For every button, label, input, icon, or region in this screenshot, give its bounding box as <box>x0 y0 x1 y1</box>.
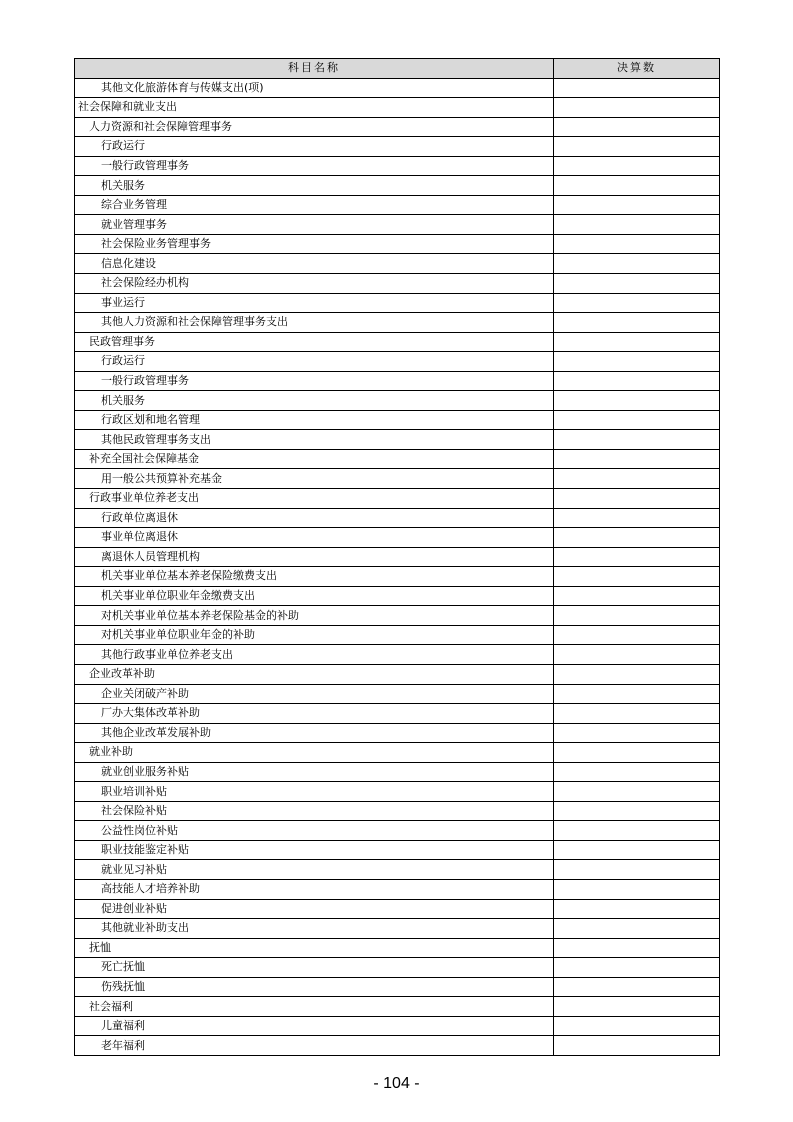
table-row <box>75 645 720 665</box>
row-item-name: 老年福利 <box>75 1036 554 1056</box>
row-amount <box>554 625 720 645</box>
row-amount <box>554 606 720 626</box>
row-amount <box>554 586 720 606</box>
row-item-name: 事业单位离退休 <box>75 528 554 548</box>
table-row <box>75 430 720 450</box>
row-amount <box>554 899 720 919</box>
row-amount <box>554 489 720 509</box>
row-amount <box>554 664 720 684</box>
row-amount <box>554 684 720 704</box>
table-row <box>75 117 720 137</box>
row-item-name: 行政区划和地名管理 <box>75 410 554 430</box>
table-row <box>75 313 720 333</box>
table-row <box>75 391 720 411</box>
row-item-name: 企业改革补助 <box>75 664 554 684</box>
row-item-name: 行政运行 <box>75 352 554 372</box>
table-row <box>75 762 720 782</box>
table-header-row <box>75 59 720 79</box>
row-item-name: 就业创业服务补贴 <box>75 762 554 782</box>
header-item-name: 科目名称 <box>75 59 554 79</box>
table-row <box>75 919 720 939</box>
table-row <box>75 840 720 860</box>
table-row <box>75 215 720 235</box>
row-amount <box>554 1016 720 1036</box>
row-amount <box>554 293 720 313</box>
row-item-name: 对机关事业单位职业年金的补助 <box>75 625 554 645</box>
row-amount <box>554 430 720 450</box>
table-row <box>75 137 720 157</box>
table-row <box>75 997 720 1017</box>
row-amount <box>554 567 720 587</box>
table-row <box>75 1036 720 1056</box>
row-item-name: 社会保障和就业支出 <box>75 98 554 118</box>
row-amount <box>554 176 720 196</box>
row-amount <box>554 723 720 743</box>
row-amount <box>554 821 720 841</box>
budget-table <box>74 58 720 1056</box>
page-number: - 104 - <box>373 1075 420 1092</box>
row-item-name: 对机关事业单位基本养老保险基金的补助 <box>75 606 554 626</box>
table-row <box>75 274 720 294</box>
table-row <box>75 547 720 567</box>
row-item-name: 离退休人员管理机构 <box>75 547 554 567</box>
row-amount <box>554 919 720 939</box>
row-amount <box>554 352 720 372</box>
table-row <box>75 606 720 626</box>
table-row <box>75 508 720 528</box>
row-amount <box>554 371 720 391</box>
table-row <box>75 78 720 98</box>
row-amount <box>554 469 720 489</box>
table-row <box>75 1016 720 1036</box>
row-item-name: 事业运行 <box>75 293 554 313</box>
row-item-name: 一般行政管理事务 <box>75 371 554 391</box>
row-amount <box>554 782 720 802</box>
row-item-name: 机关服务 <box>75 176 554 196</box>
table-row <box>75 489 720 509</box>
row-amount <box>554 98 720 118</box>
table-row <box>75 410 720 430</box>
row-item-name: 儿童福利 <box>75 1016 554 1036</box>
row-amount <box>554 234 720 254</box>
row-item-name: 机关事业单位基本养老保险缴费支出 <box>75 567 554 587</box>
table-row <box>75 743 720 763</box>
row-item-name: 促进创业补贴 <box>75 899 554 919</box>
row-amount <box>554 840 720 860</box>
table-row <box>75 567 720 587</box>
row-amount <box>554 137 720 157</box>
table-row <box>75 704 720 724</box>
table-row <box>75 254 720 274</box>
row-item-name: 高技能人才培养补助 <box>75 879 554 899</box>
row-amount <box>554 528 720 548</box>
row-item-name: 就业补助 <box>75 743 554 763</box>
row-amount <box>554 938 720 958</box>
row-amount <box>554 977 720 997</box>
row-amount <box>554 762 720 782</box>
table-row <box>75 156 720 176</box>
row-amount <box>554 156 720 176</box>
row-item-name: 其他文化旅游体育与传媒支出(项) <box>75 78 554 98</box>
row-amount <box>554 215 720 235</box>
header-amount: 决算数 <box>554 59 720 79</box>
row-amount <box>554 274 720 294</box>
row-amount <box>554 195 720 215</box>
table-row <box>75 821 720 841</box>
row-amount <box>554 801 720 821</box>
row-item-name: 社会保险经办机构 <box>75 274 554 294</box>
row-item-name: 职业培训补贴 <box>75 782 554 802</box>
row-item-name: 用一般公共预算补充基金 <box>75 469 554 489</box>
row-amount <box>554 117 720 137</box>
row-item-name: 信息化建设 <box>75 254 554 274</box>
table-row <box>75 801 720 821</box>
row-amount <box>554 645 720 665</box>
row-item-name: 其他企业改革发展补助 <box>75 723 554 743</box>
table-row <box>75 664 720 684</box>
row-item-name: 行政事业单位养老支出 <box>75 489 554 509</box>
row-item-name: 社会保险业务管理事务 <box>75 234 554 254</box>
row-item-name: 民政管理事务 <box>75 332 554 352</box>
table-row <box>75 625 720 645</box>
table-row <box>75 176 720 196</box>
table-row <box>75 234 720 254</box>
table-row <box>75 528 720 548</box>
table-row <box>75 195 720 215</box>
row-amount <box>554 313 720 333</box>
row-item-name: 抚恤 <box>75 938 554 958</box>
row-amount <box>554 254 720 274</box>
table-row <box>75 860 720 880</box>
table-row <box>75 879 720 899</box>
row-item-name: 行政运行 <box>75 137 554 157</box>
row-amount <box>554 547 720 567</box>
row-item-name: 人力资源和社会保障管理事务 <box>75 117 554 137</box>
table-row <box>75 293 720 313</box>
row-item-name: 综合业务管理 <box>75 195 554 215</box>
table-row <box>75 469 720 489</box>
row-amount <box>554 391 720 411</box>
table-row <box>75 98 720 118</box>
row-item-name: 公益性岗位补贴 <box>75 821 554 841</box>
table-row <box>75 371 720 391</box>
row-amount <box>554 508 720 528</box>
table-row <box>75 352 720 372</box>
row-item-name: 伤残抚恤 <box>75 977 554 997</box>
row-amount <box>554 78 720 98</box>
row-item-name: 补充全国社会保障基金 <box>75 449 554 469</box>
row-amount <box>554 997 720 1017</box>
table-row <box>75 977 720 997</box>
row-amount <box>554 860 720 880</box>
table-body <box>75 78 720 1055</box>
row-amount <box>554 704 720 724</box>
row-item-name: 就业管理事务 <box>75 215 554 235</box>
row-amount <box>554 449 720 469</box>
table-row <box>75 586 720 606</box>
table-row <box>75 899 720 919</box>
table-row <box>75 958 720 978</box>
row-item-name: 企业关闭破产补助 <box>75 684 554 704</box>
table-row <box>75 684 720 704</box>
table-row <box>75 782 720 802</box>
row-amount <box>554 332 720 352</box>
row-amount <box>554 410 720 430</box>
row-item-name: 其他民政管理事务支出 <box>75 430 554 450</box>
row-item-name: 其他就业补助支出 <box>75 919 554 939</box>
row-item-name: 职业技能鉴定补贴 <box>75 840 554 860</box>
table-row <box>75 449 720 469</box>
row-item-name: 其他行政事业单位养老支出 <box>75 645 554 665</box>
table-row <box>75 332 720 352</box>
row-item-name: 社会福利 <box>75 997 554 1017</box>
row-item-name: 就业见习补贴 <box>75 860 554 880</box>
row-item-name: 机关服务 <box>75 391 554 411</box>
table-row <box>75 723 720 743</box>
row-item-name: 死亡抚恤 <box>75 958 554 978</box>
row-item-name: 社会保险补贴 <box>75 801 554 821</box>
row-amount <box>554 879 720 899</box>
row-amount <box>554 1036 720 1056</box>
row-item-name: 厂办大集体改革补助 <box>75 704 554 724</box>
row-item-name: 行政单位离退休 <box>75 508 554 528</box>
table-row <box>75 938 720 958</box>
row-amount <box>554 958 720 978</box>
row-item-name: 机关事业单位职业年金缴费支出 <box>75 586 554 606</box>
row-amount <box>554 743 720 763</box>
row-item-name: 其他人力资源和社会保障管理事务支出 <box>75 313 554 333</box>
row-item-name: 一般行政管理事务 <box>75 156 554 176</box>
